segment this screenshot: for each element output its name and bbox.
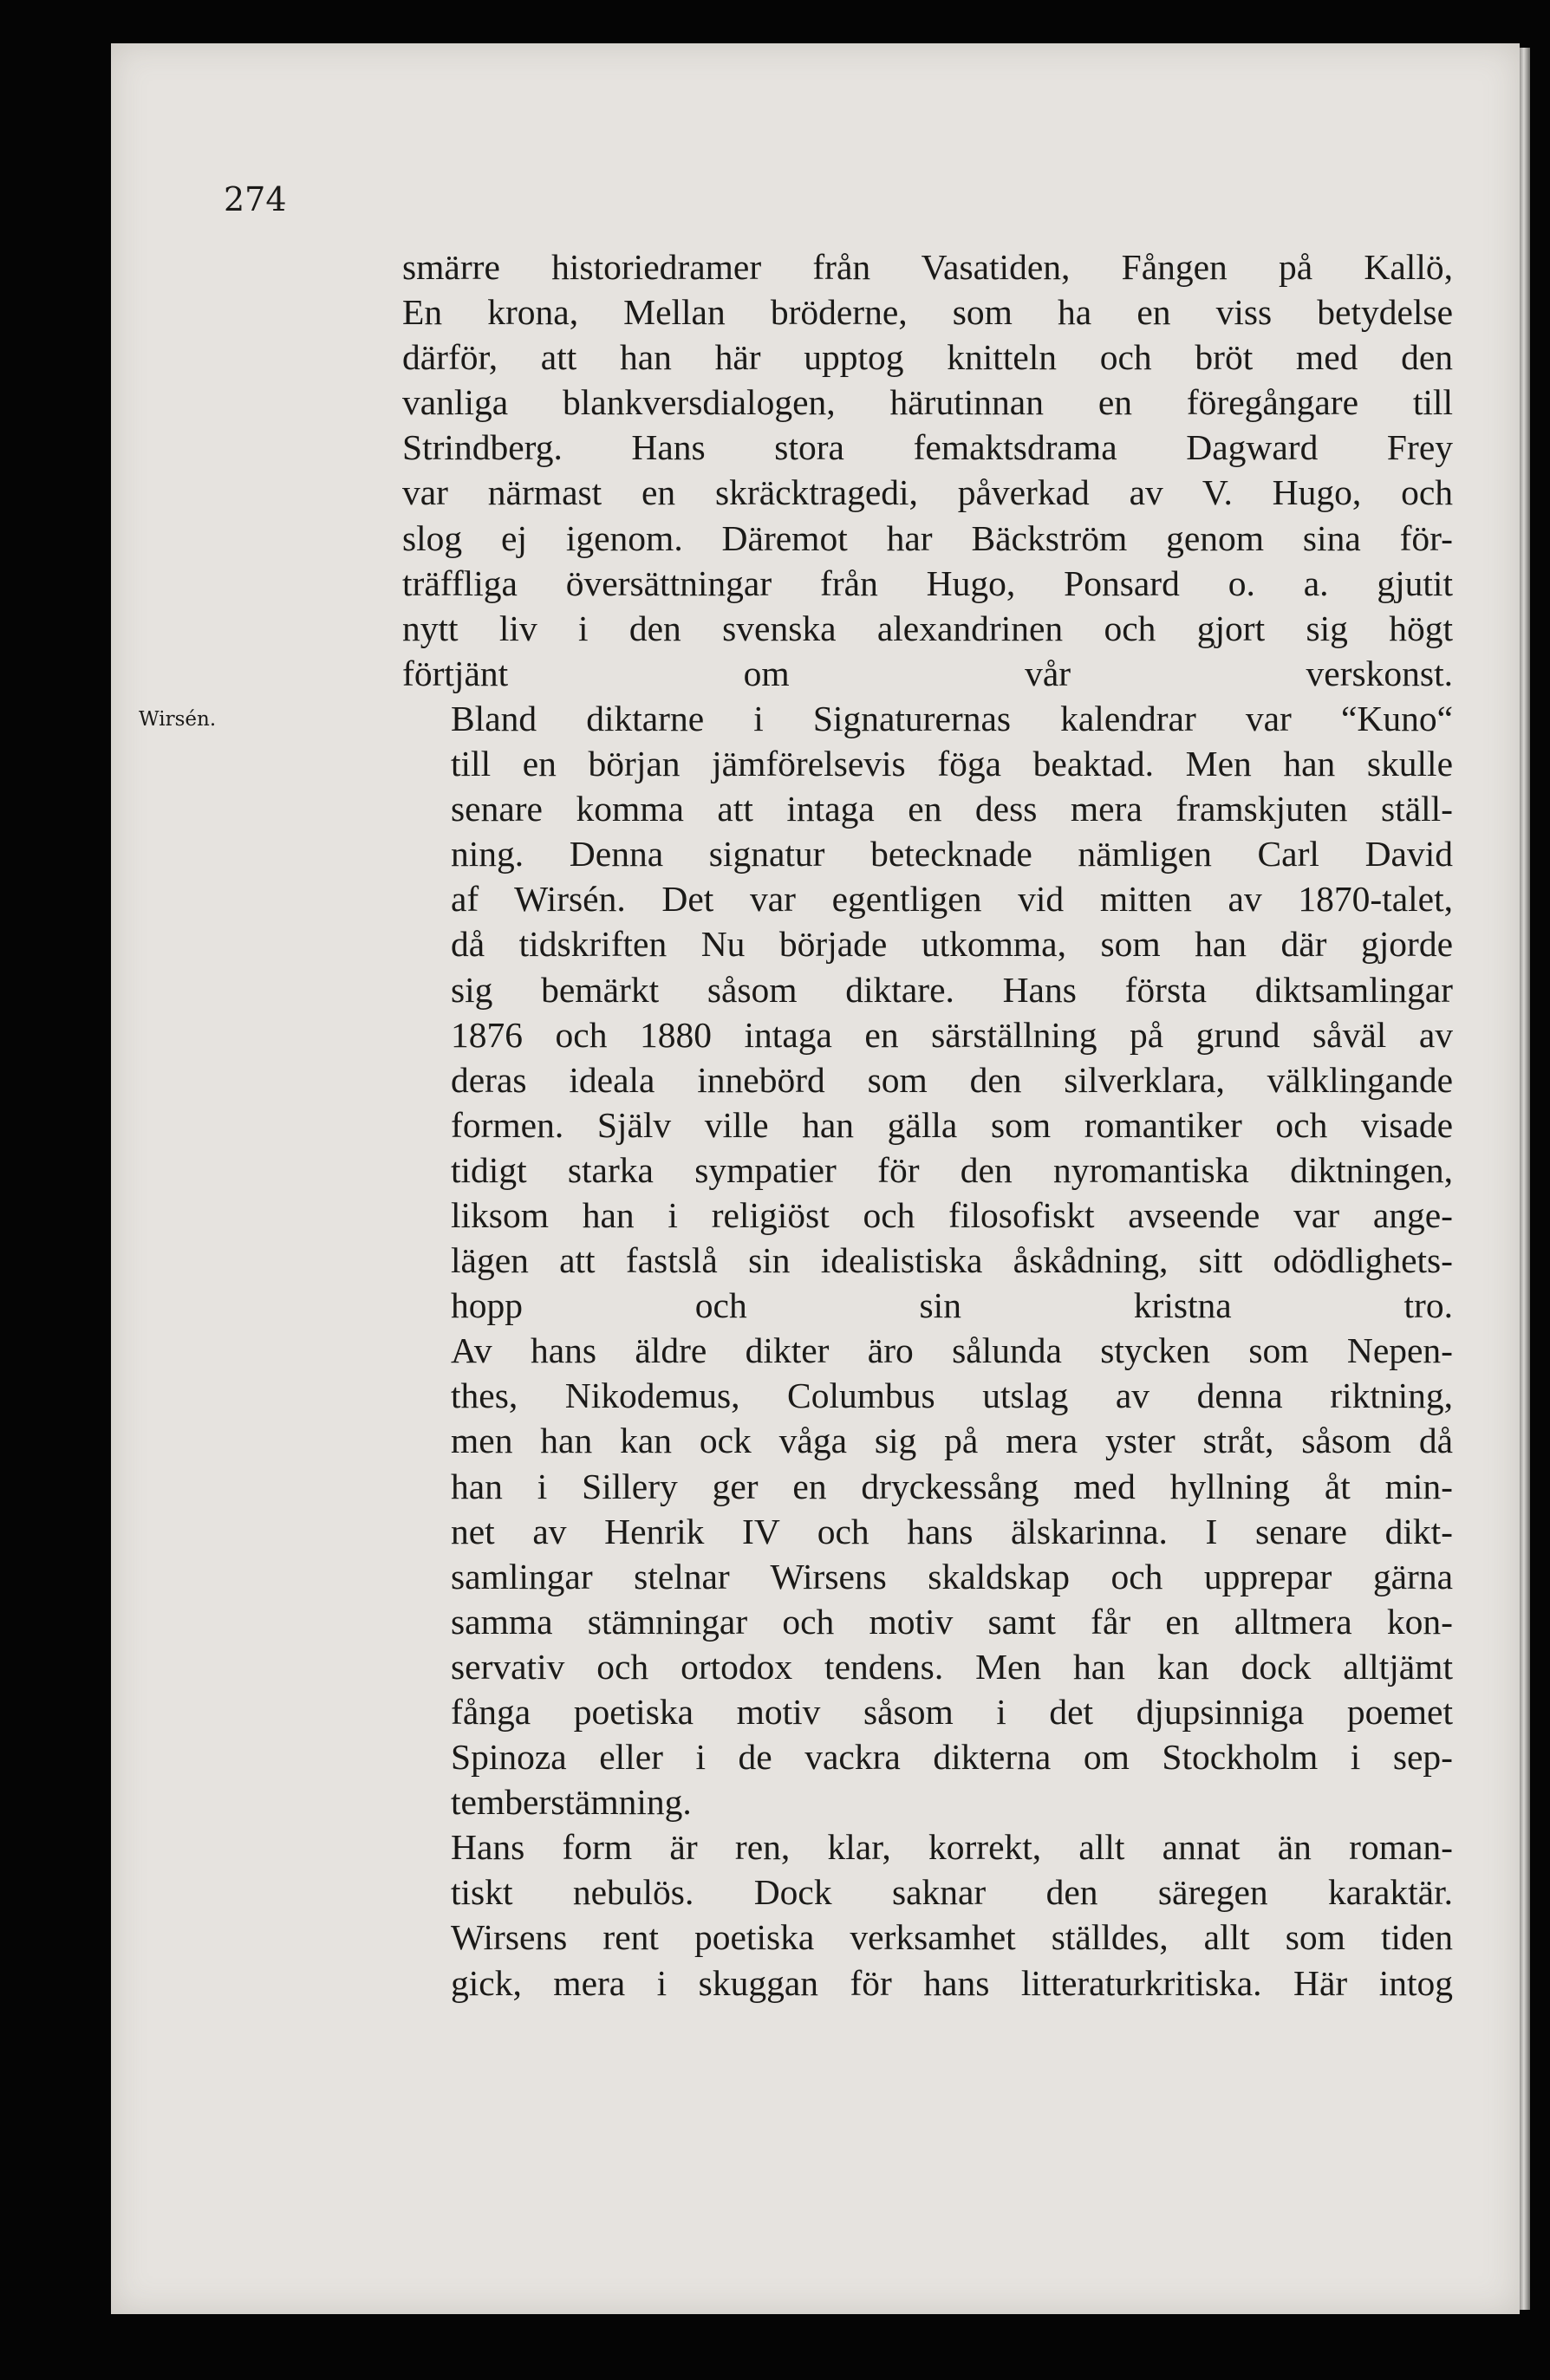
text-line: men han kan ock våga sig på mera yster stråt, såsom då [451,1421,1453,1461]
text-line: servativ och ortodox tendens. Men han kan dock alltjämt [451,1646,1453,1687]
text-line: Av hans äldre dikter äro sålunda stycken som Nepen- [451,1330,1453,1371]
text-line: tidigt starka sympatier för den nyromantiska diktningen, [451,1149,1453,1190]
text-line: Spinoza eller i de vackra dikterna om Stockholm i sep- [451,1737,1453,1778]
text-line: vanliga blankversdialogen, härutinnan en föregångare till [402,382,1453,423]
text-line: träffliga översättningar från Hugo, Ponsard o. a. gjutit [402,562,1453,603]
paragraph [402,244,1453,696]
text-line: senare komma att intaga en dess mera framskjuten ställ- [451,789,1453,829]
text-line: Strindberg. Hans stora femaktsdrama Dagward Frey [402,427,1453,468]
text-line: Wirsens rent poetiska verksamhet ställdes, allt som tiden [451,1917,1453,1958]
text-line: därför, att han här upptog knitteln och bröt med den [402,337,1453,378]
text-line: deras ideala innebörd som den silverklara, välklingande [451,1059,1453,1100]
text-line: thes, Nikodemus, Columbus utslag av denna riktning, [451,1375,1453,1416]
text-line: fånga poetiska motiv såsom i det djupsinniga poemet [451,1692,1453,1732]
text-line: tiskt nebulös. Dock saknar den säregen karaktär. [451,1872,1453,1913]
text-line: nytt liv i den svenska alexandrinen och gjort sig högt [402,608,1453,648]
paragraph [402,1915,1453,2005]
text-line: Hans form är ren, klar, korrekt, allt annat än roman- [451,1827,1453,1868]
text-line: formen. Själv ville han gälla som romantiker och visade [451,1104,1453,1145]
page-number: 274 [224,180,287,218]
text-line: var närmast en skräcktragedi, påverkad av V. Hugo, och [402,472,1453,513]
text-line: ning. Denna signatur betecknade nämligen Carl David [451,834,1453,875]
text-line: gick, mera i skuggan för hans litteraturkritiska. Här intog [451,1962,1453,2003]
text-line: sig bemärkt såsom diktare. Hans första diktsamlingar [451,969,1453,1010]
text-line: temberstämning. [451,1782,692,1823]
text-line: då tidskriften Nu började utkomma, som han där gjorde [451,924,1453,965]
paragraph [402,1328,1453,1824]
text-line: En krona, Mellan bröderne, som ha en viss betydelse [402,292,1453,333]
text-line: samma stämningar och motiv samt får en alltmera kon- [451,1601,1453,1642]
paragraph [402,1824,1453,1915]
page-edge [1520,48,1530,2310]
text-line: net av Henrik IV och hans älskarinna. I senare dikt- [451,1511,1453,1551]
text-line: samlingar stelnar Wirsens skaldskap och upprepar gärna [451,1556,1453,1596]
text-line: lägen att fastslå sin idealistiska åskådning, sitt odödlighets- [451,1240,1453,1281]
margin-note: Wirsén. [139,708,217,731]
text-line: smärre historiedramer från Vasatiden, Fången på Kallö, [402,247,1453,287]
body-text [402,244,1453,2006]
text-line: förtjänt om vår verskonst. [402,653,1453,693]
text-line: till en början jämförelsevis föga beaktad. Men han skulle [451,744,1453,784]
text-line: hopp och sin kristna tro. [451,1285,1453,1326]
text-line: af Wirsén. Det var egentligen vid mitten av 1870-talet, [451,879,1453,920]
text-line: slog ej igenom. Däremot har Bäckström genom sina för- [402,517,1453,558]
text-line: 1876 och 1880 intaga en särställning på grund såväl av [451,1014,1453,1055]
text-line: liksom han i religiöst och filosofiskt avseende var ange- [451,1194,1453,1235]
text-line: Bland diktarne i Signaturernas kalendrar var “Kuno“ [451,698,1453,738]
text-line: han i Sillery ger en dryckessång med hyllning åt min- [451,1466,1453,1506]
paragraph [402,696,1453,1328]
